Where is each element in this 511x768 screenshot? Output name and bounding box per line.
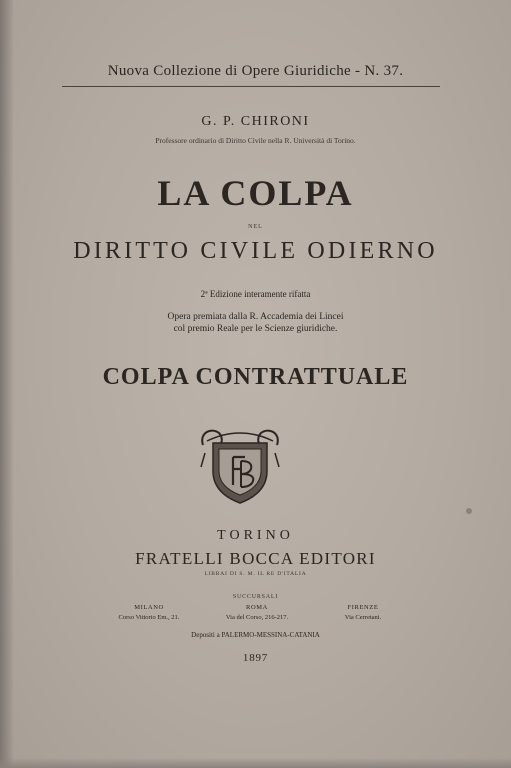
publisher-crest-emblem <box>197 423 283 507</box>
page-edge-shadow-bottom <box>0 758 511 768</box>
award-line-2: col premio Reale per le Scienze giuridiche. <box>173 324 338 334</box>
award-note <box>0 311 511 335</box>
author-name: G. P. CHIRONI <box>201 114 310 129</box>
publisher-warrant: LIBRAI DI S. M. IL RE D'ITALIA <box>204 571 307 577</box>
branch-address: Via del Corso, 216-217. <box>225 614 289 621</box>
book-title: LA COLPA <box>157 173 354 213</box>
branch-city: MILANO <box>134 604 164 611</box>
depots-note: Depositi a PALERMO-MESSINA-CATANIA <box>191 631 320 639</box>
book-subtitle: DIRITTO CIVILE ODIERNO <box>73 238 438 264</box>
header-rule <box>62 86 440 87</box>
series-heading: Nuova Collezione di Opere Giuridiche - N. 37. <box>107 63 404 79</box>
branches-heading: SUCCURSALI <box>232 594 279 600</box>
author-affiliation: Professore ordinario di Diritto Civile nella R. Università di Torino. <box>155 136 356 145</box>
branch-milano <box>94 604 204 621</box>
branch-address: Via Cerretani. <box>344 614 382 621</box>
imprint-city: TORINO <box>217 528 294 543</box>
volume-title: COLPA CONTRATTUALE <box>102 364 409 390</box>
branch-address: Corso Vittorio Em., 21. <box>118 614 180 621</box>
branch-city: ROMA <box>246 604 268 611</box>
publisher-name: FRATELLI BOCCA EDITORI <box>135 549 376 568</box>
branch-city: FIRENZE <box>347 604 379 611</box>
edition-note: 2ª Edizione interamente rifatta <box>200 289 311 299</box>
publication-year: 1897 <box>242 652 269 664</box>
branch-roma <box>202 604 312 621</box>
title-connector: NEL <box>248 224 263 230</box>
branch-firenze <box>308 604 418 621</box>
paper-pinhole <box>466 508 472 514</box>
branch-list <box>100 604 420 630</box>
award-line-1: Opera premiata dalla R. Accademia dei Lincei <box>167 312 344 322</box>
